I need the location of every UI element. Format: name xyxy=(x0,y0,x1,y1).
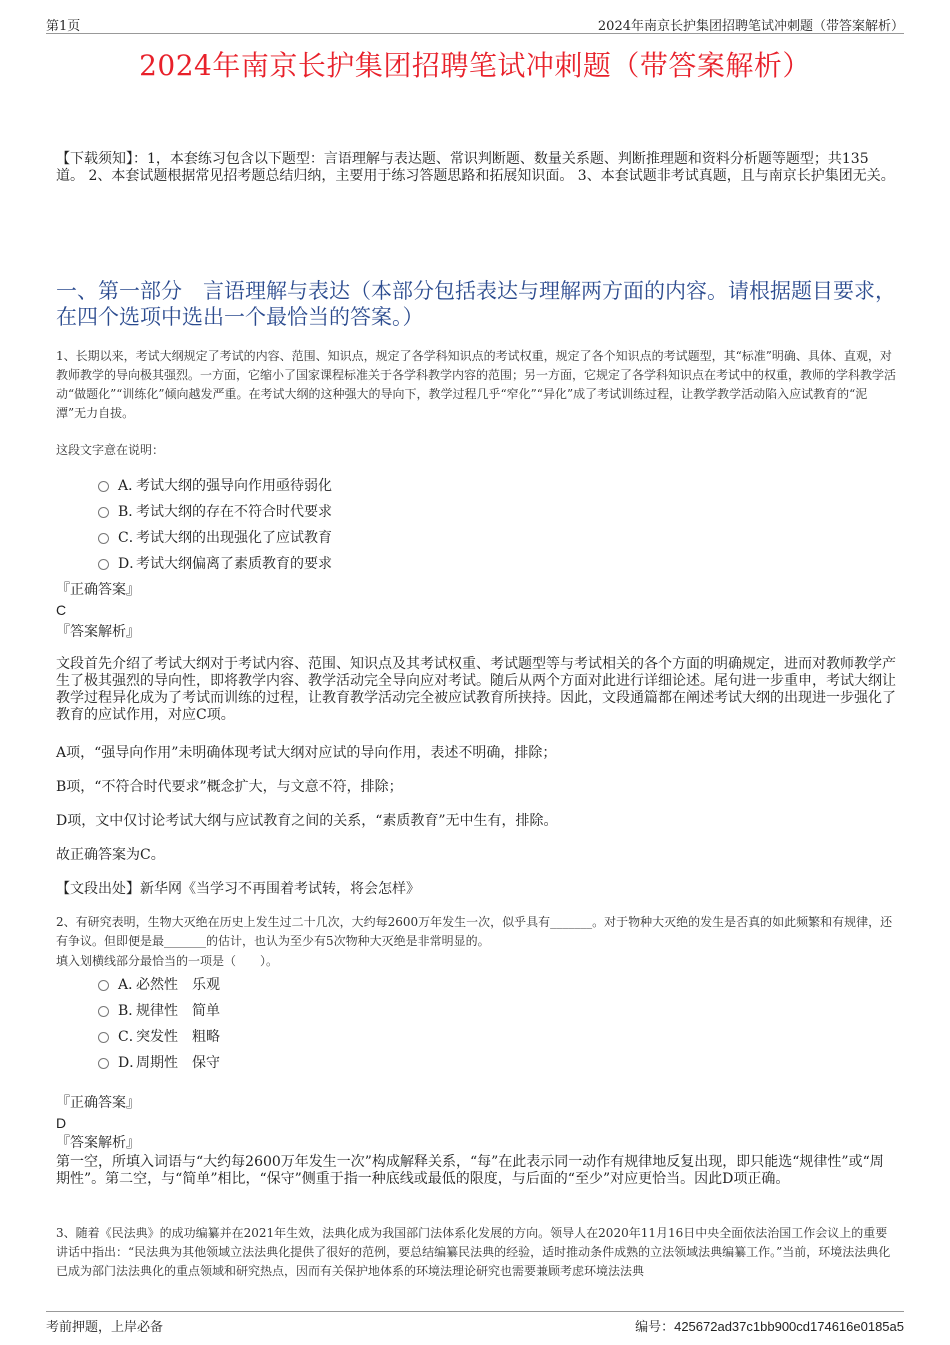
footer-code: 编号：425672ad37c1bb900cd174616e0185a5 xyxy=(635,1319,904,1335)
q1-source: 【文段出处】新华网《当学习不再围着考试转，将会怎样》 xyxy=(56,881,420,897)
q1-note-a: A项，“强导向作用”未明确体现考试大纲对应试的导向作用，表述不明确，排除； xyxy=(56,745,557,761)
q1-answer-label: 『正确答案』 xyxy=(56,582,140,598)
question-2-prompt: 填入划横线部分最恰当的一项是（ ）。 xyxy=(56,954,279,968)
radio-icon[interactable] xyxy=(98,980,109,991)
radio-icon[interactable] xyxy=(98,559,109,570)
question-1-prompt: 这段文字意在说明： xyxy=(56,443,165,457)
q2-option-b[interactable]: B．规律性 简单 xyxy=(98,1001,220,1021)
q2-analysis: 第一空，所填入词语与“大约每2600万年发生一次”构成解释关系，“每”在此表示同一动作有规律地反复出现，即只能选“规律性”或“周期性”。第二空，与“简单”相比，“保守”侧重于指一种底线或最低的限度，与后面的“至少”对应更恰当。因此D项正确。 xyxy=(56,1154,884,1187)
section-heading: 一、第一部分 言语理解与表达（本部分包括表达与理解两方面的内容。请根据题目要求，在四个选项中选出一个最恰当的答案。） xyxy=(56,279,896,329)
footer-slogan: 考前押题，上岸必备 xyxy=(46,1320,164,1335)
radio-icon[interactable] xyxy=(98,507,109,518)
q2-answer-label: 『正确答案』 xyxy=(56,1095,140,1111)
q2-option-d[interactable]: D．周期性 保守 xyxy=(98,1053,220,1073)
question-3-stem: 3、随着《民法典》的成功编纂并在2021年生效，法典化成为我国部门法体系化发展的方向。领导人在2020年11月16日中央全面依法治国工作会议上的重要讲话中指出：“民法典为其他领域立法法典化提供了很好的范例，要总结编纂民法典的经验，适时推动条件成熟的立法领域法典编纂工作。”当前，环境法法典化已成为部门法法典化的重点领域和研究热点，因而有关保护地体系的环境法理论研究也需要兼顾考虑环境法法典 xyxy=(56,1226,891,1278)
radio-icon[interactable] xyxy=(98,533,109,544)
question-2-stem: 2、有研究表明，生物大灭绝在历史上发生过二十几次，大约每2600万年发生一次，似乎具有_______。对于物种大灭绝的发生是否真的如此频繁和有规律，还有争议。但即便是最_______的估计，也认为至少有5次物种大灭绝是非常明显的。 xyxy=(56,915,893,948)
q1-option-a[interactable]: A．考试大纲的强导向作用亟待弱化 xyxy=(98,476,332,496)
q1-option-c[interactable]: C．考试大纲的出现强化了应试教育 xyxy=(98,528,332,548)
page-number: 第1页 xyxy=(46,19,81,34)
q1-conclusion: 故正确答案为C。 xyxy=(56,847,165,863)
q2-answer: D xyxy=(56,1115,67,1131)
question-1-stem: 1、长期以来，考试大纲规定了考试的内容、范围、知识点，规定了各学科知识点的考试权重，规定了各个知识点的考试题型，其“标准”明确、具体、直观，对教师教学的导向极其强烈。一方面，它缩小了国家课程标准关于各学科教学内容的范围；另一方面，它规定了各学科知识点在考试中的权重，教师的学科教学活动“做题化”“训练化”倾向越发严重。在考试大纲的这种强大的导向下，教学过程几乎“窄化”“异化”成了考试训练过程，让教学教学活动陷入应试教育的“泥潭”无力自拔。 xyxy=(56,349,897,420)
q2-option-c[interactable]: C．突发性 粗略 xyxy=(98,1027,220,1047)
q1-analysis-label: 『答案解析』 xyxy=(56,624,140,640)
page-header xyxy=(46,13,904,34)
page-footer xyxy=(46,1311,904,1335)
q1-option-d[interactable]: D．考试大纲偏离了素质教育的要求 xyxy=(98,554,332,574)
document-title: 2024年南京长护集团招聘笔试冲刺题（带答案解析） xyxy=(139,49,811,82)
radio-icon[interactable] xyxy=(98,1006,109,1017)
q2-analysis-label: 『答案解析』 xyxy=(56,1135,140,1151)
header-doc-title: 2024年南京长护集团招聘笔试冲刺题（带答案解析） xyxy=(597,19,904,34)
radio-icon[interactable] xyxy=(98,1058,109,1069)
q1-answer: C xyxy=(56,602,67,618)
q2-option-a[interactable]: A．必然性 乐观 xyxy=(98,975,220,995)
download-notice: 【下载须知】：1，本套练习包含以下题型：言语理解与表达题、常识判断题、数量关系题、判断推理题和资料分析题等题型；共135道。 2、本套试题根据常见招考题总结归纳，主要用于练习答题思路和拓展知识面。 3、本套试题非考试真题，且与南京长护集团无关。 xyxy=(56,151,895,184)
q1-note-d: D项，文中仅讨论考试大纲与应试教育之间的关系，“素质教育”无中生有，排除。 xyxy=(56,813,558,829)
q1-option-b[interactable]: B．考试大纲的存在不符合时代要求 xyxy=(98,502,332,522)
q1-note-b: B项，“不符合时代要求”概念扩大，与文意不符，排除； xyxy=(56,779,403,795)
radio-icon[interactable] xyxy=(98,481,109,492)
radio-icon[interactable] xyxy=(98,1032,109,1043)
q1-analysis: 文段首先介绍了考试大纲对于考试内容、范围、知识点及其考试权重、考试题型等与考试相关的各个方面的明确规定，进而对教师教学产生了极其强烈的导向性，即将教学内容、教学活动完全导向应对考试。随后从两个方面对此进行详细论述。尾句进一步重申，考试大纲让教学过程异化成为了考试而训练的过程，让教育教学活动完全被应试教育所挟持。因此，文段通篇都在阐述考试大纲的出现进一步强化了教育的应试作用，对应C项。 xyxy=(56,656,896,723)
